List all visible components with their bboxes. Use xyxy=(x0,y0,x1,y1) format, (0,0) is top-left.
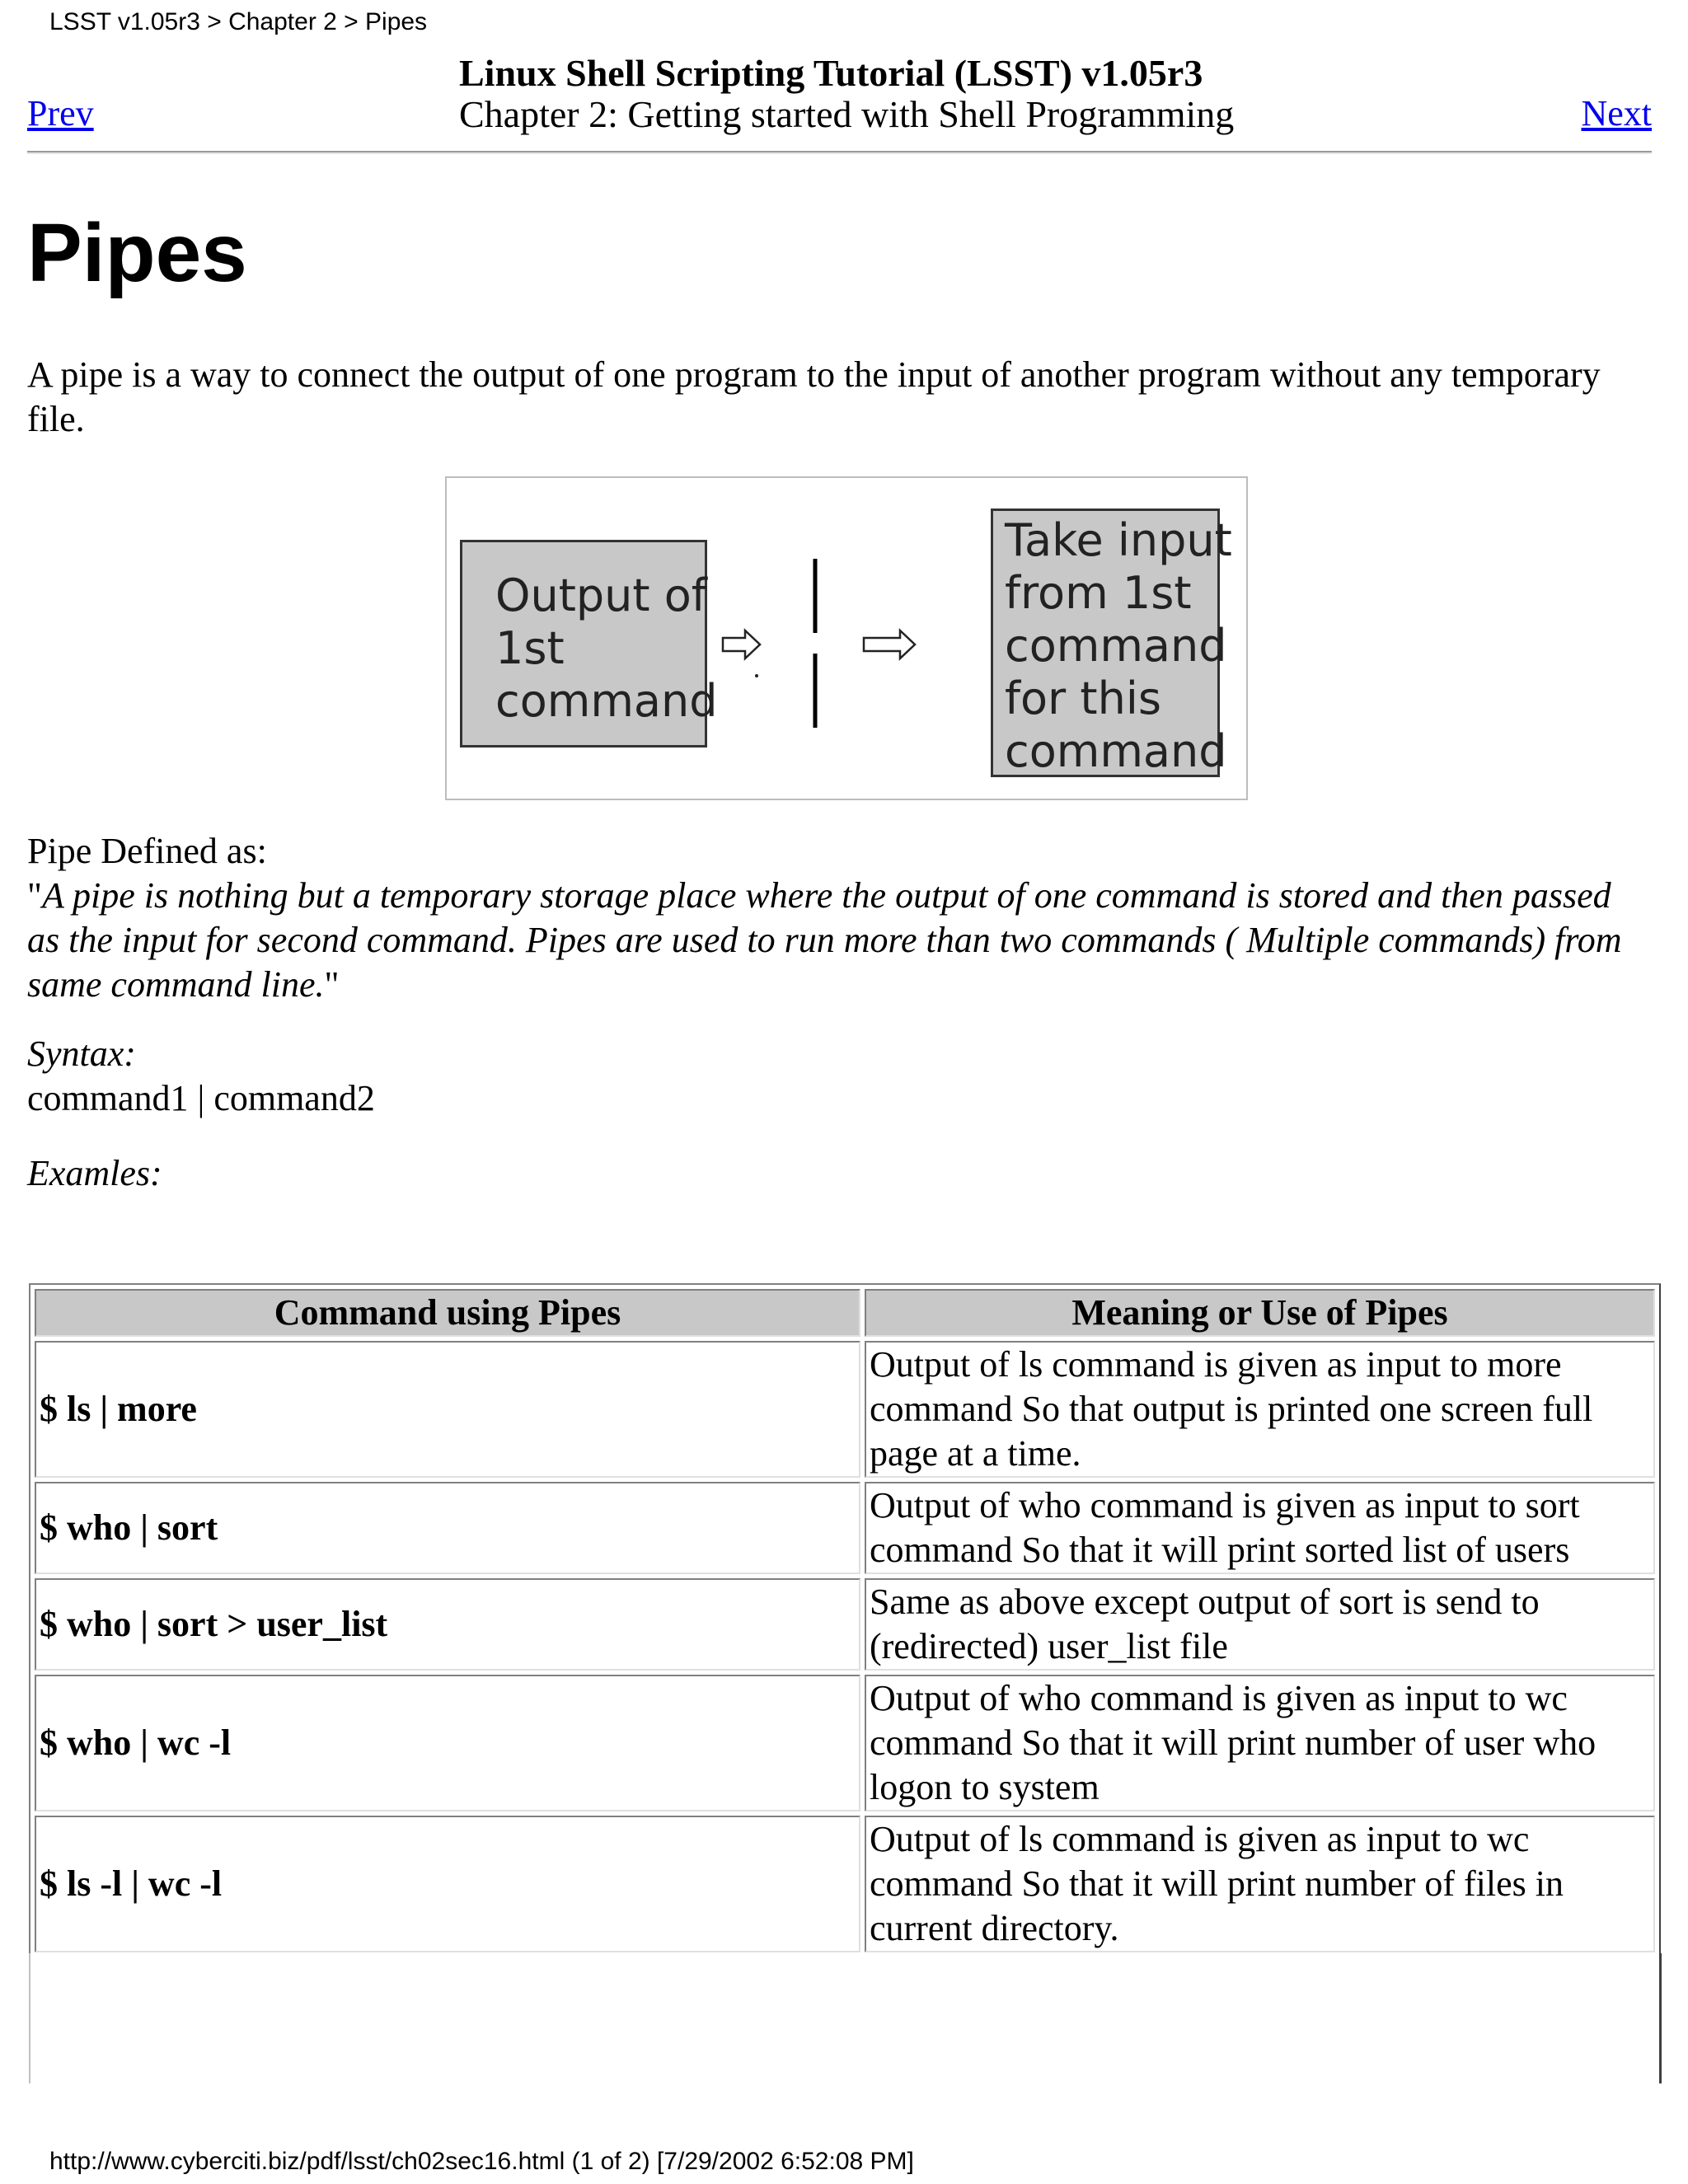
prev-link[interactable]: Prev xyxy=(27,93,94,134)
table-border-tail-right xyxy=(1659,1953,1662,2083)
print-header: LSST v1.05r3 > Chapter 2 > Pipes xyxy=(49,8,428,35)
nav-title xyxy=(459,53,1234,135)
syntax-block xyxy=(27,1032,375,1121)
command-cell: $ ls | more xyxy=(35,1341,860,1478)
book-title: Linux Shell Scripting Tutorial (LSST) v1.05r3 xyxy=(459,52,1203,94)
meaning-cell: Output of ls command is given as input to wc command So that it will print number of files in current directory. xyxy=(865,1816,1655,1952)
intro-paragraph: A pipe is a way to connect the output of one program to the input of another program without any temporary file. xyxy=(27,354,1601,439)
next-link[interactable]: Next xyxy=(1581,93,1652,134)
right-arrow-icon xyxy=(864,630,915,658)
table-header-row xyxy=(35,1289,1655,1337)
table-row xyxy=(35,1341,1655,1478)
meaning-cell: Same as above except output of sort is send to (redirected) user_list file xyxy=(865,1578,1655,1671)
examples-label: Examles: xyxy=(27,1153,162,1193)
output-box-line: Output of xyxy=(495,569,707,621)
table-border-tail-left xyxy=(29,1953,30,2083)
syntax-value: command1 | command2 xyxy=(27,1078,375,1118)
meaning-cell: Output of who command is given as input to wc command So that it will print number of user who logon to system xyxy=(865,1675,1655,1811)
input-box-line: command xyxy=(1005,620,1227,672)
chapter-title: Chapter 2: Getting started with Shell Programming xyxy=(459,93,1235,135)
table-row xyxy=(35,1578,1655,1671)
definition-quote: A pipe is nothing but a temporary storage place where the output of one command is stored and then passed as the input for second command. Pipes are used to run more than two commands ( Multiple commands) from same command line. xyxy=(27,875,1622,1005)
print-footer: http://www.cyberciti.biz/pdf/lsst/ch02sec16.html (1 of 2) [7/29/2002 6:52:08 PM] xyxy=(49,2148,914,2175)
page-title: Pipes xyxy=(27,207,247,299)
dot-mark xyxy=(755,674,758,677)
input-box-line: command xyxy=(1005,725,1227,777)
command-cell: $ who | sort xyxy=(35,1482,860,1574)
header-command: Command using Pipes xyxy=(35,1289,860,1337)
pipe-diagram xyxy=(445,476,1248,800)
open-quote: " xyxy=(27,875,42,916)
table-row xyxy=(35,1482,1655,1574)
table-row xyxy=(35,1816,1655,1952)
input-box-line: Take input xyxy=(1005,514,1232,566)
definition-label: Pipe Defined as: xyxy=(27,831,267,871)
command-cell: $ who | sort > user_list xyxy=(35,1578,860,1671)
command-cell: $ ls -l | wc -l xyxy=(35,1816,860,1952)
input-box xyxy=(991,509,1232,777)
pipe-definition xyxy=(27,829,1647,1007)
header-meaning: Meaning or Use of Pipes xyxy=(865,1289,1655,1337)
input-box-line: from 1st xyxy=(1005,567,1192,619)
meaning-cell: Output of who command is given as input to sort command So that it will print sorted list of users xyxy=(865,1482,1655,1574)
input-box-line: for this xyxy=(1005,673,1161,724)
output-box-line: command xyxy=(495,675,718,727)
output-box-line: 1st xyxy=(495,622,565,674)
meaning-cell: Output of ls command is given as input to more command So that output is printed one screen full page at a time. xyxy=(865,1341,1655,1478)
syntax-label: Syntax: xyxy=(27,1033,136,1074)
table-row xyxy=(35,1675,1655,1811)
definition-text xyxy=(27,874,1647,1007)
nav-divider xyxy=(27,151,1652,154)
command-cell: $ who | wc -l xyxy=(35,1675,860,1811)
close-quote: " xyxy=(324,964,340,1005)
right-arrow-icon xyxy=(723,630,760,658)
pipes-table xyxy=(29,1283,1661,1957)
